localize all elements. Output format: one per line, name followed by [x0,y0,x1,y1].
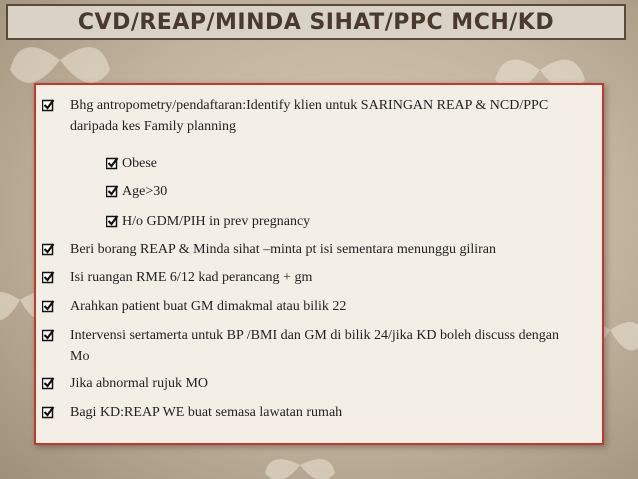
checkbox-bullet-icon [42,402,70,419]
checkbox-bullet-icon [42,325,70,342]
list-item [106,211,612,232]
list-item-text: Bhg antropometry/pendaftaran:Identify klien untuk SARINGAN REAP & NCD/PPC daripada kes Family planning [70,98,549,134]
list-item [42,402,560,423]
list-item-text: Jika abnormal rujuk MO [70,376,209,391]
list-item [106,181,612,202]
list-item [42,296,560,317]
checkbox-bullet-icon [42,95,70,112]
checkbox-bullet-icon [42,267,70,284]
list-item-text: Isi ruangan RME 6/12 kad perancang + gm [70,270,313,285]
list-item [42,267,560,288]
list-item-text: Bagi KD:REAP WE buat semasa lawatan rumah [70,405,343,420]
checkbox-bullet-icon [106,211,122,228]
checkbox-bullet-icon [42,373,70,390]
checkbox-bullet-icon [106,153,122,170]
title-bar [6,4,626,40]
list-item-text: H/o GDM/PIH in prev pregnancy [122,214,311,229]
list-item-text: Intervensi sertamerta untuk BP /BMI dan GM di bilik 24/jika KD boleh discuss dengan Mo [70,328,560,364]
list-item [42,239,560,260]
checkbox-bullet-icon [42,239,70,256]
checkbox-bullet-icon [42,296,70,313]
slide-title: CVD/REAP/MINDA SIHAT/PPC MCH/KD [77,9,555,35]
list-item [42,95,560,137]
checkbox-bullet-icon [106,181,122,198]
list-item-text: Arahkan patient buat GM dimakmal atau bilik 22 [70,299,347,314]
list-item [106,153,612,174]
list-item-text: Age>30 [122,184,168,199]
list-item-text: Beri borang REAP & Minda sihat –minta pt isi sementara menunggu giliran [70,242,497,257]
content-panel [34,83,604,445]
list-item [42,325,560,367]
list-item [42,373,560,394]
list-item-text: Obese [122,156,157,171]
